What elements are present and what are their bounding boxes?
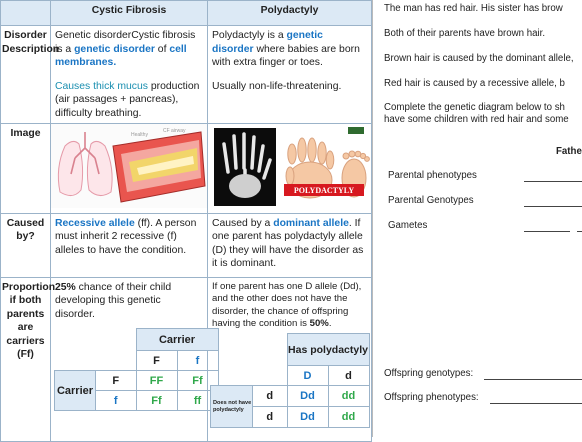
poly-punnett-top-header: Has polydactyly	[287, 334, 369, 366]
polydactyly-illustration	[208, 124, 371, 208]
cf-desc-text3: production (air passages + pancreas), difficulty breathing.	[55, 80, 200, 119]
poly-desc-highlight: genetic disorder	[212, 30, 323, 55]
row-label-image: Image	[1, 124, 51, 214]
poly-caused-highlight: dominant allele	[273, 217, 349, 229]
svg-text:CF airway: CF airway	[163, 128, 186, 134]
cf-punnett-cell: ff	[177, 391, 218, 411]
row-image	[1, 124, 372, 214]
row-label-caused-by: Caused by?	[1, 213, 51, 277]
offspring-phenotypes-answer-line[interactable]	[490, 403, 582, 404]
cf-desc-para1	[55, 29, 203, 70]
parental-phenotypes-label: Parental phenotypes	[388, 170, 477, 181]
poly-punnett-cell: dd	[328, 407, 369, 428]
row-label-description: Disorder Description	[1, 26, 51, 124]
cf-image-cell	[51, 124, 208, 214]
poly-punnett-col-D: D	[287, 366, 328, 386]
cf-caused-text: (ff). A person must inherit 2 recessive (f) alleles to have the condition.	[55, 217, 197, 256]
offspring-genotypes-label: Offspring genotypes:	[384, 368, 474, 379]
poly-desc-para1	[212, 29, 367, 70]
cf-punnett-top-header: Carrier	[136, 329, 218, 351]
worksheet-line-2: Both of their parents have brown hair.	[384, 28, 546, 39]
poly-punnett-row-d: d	[253, 386, 288, 407]
cf-punnett-side-header: Carrier	[55, 371, 96, 411]
cf-description	[51, 26, 208, 124]
cf-desc-highlight2: cell membranes.	[55, 43, 187, 68]
cf-caused-highlight: Recessive allele	[55, 217, 135, 229]
poly-desc-text2: where babies are born with extra finger or toes.	[212, 43, 360, 68]
poly-caused-text: Caused by a	[212, 217, 274, 229]
worksheet-line-5a: Complete the genetic diagram below to sh	[384, 102, 565, 113]
poly-punnett-side-header: Does not have polydactyly	[211, 386, 253, 428]
row-label-proportion: Proportion if both parents are carriers (Ff)	[1, 277, 51, 441]
father-label: Fathe	[556, 146, 582, 157]
poly-punnett-cell	[287, 407, 328, 428]
poly-desc-text: Polydactyly is a	[212, 30, 287, 41]
cf-desc-highlight3: Causes thick mucus	[55, 80, 148, 92]
row-description	[1, 26, 372, 124]
row-caused-by	[1, 213, 372, 277]
poly-punnett-col-d: d	[328, 366, 369, 386]
cf-punnett-row-f: f	[96, 391, 137, 411]
poly-caused-by	[208, 213, 372, 277]
cf-punnett-col-F: F	[136, 351, 177, 371]
offspring-genotypes-answer-line[interactable]	[484, 379, 582, 380]
cf-proportion-text: chance of their child developing this genetic disorder.	[55, 281, 172, 320]
cf-desc-text: Genetic disorderCystic fibrosis is a	[55, 30, 196, 55]
poly-desc-para2: Usually non-life-threatening.	[212, 80, 342, 92]
parental-genotypes-answer-line[interactable]	[524, 206, 582, 207]
cf-proportion-percent: 25%	[55, 281, 76, 293]
poly-proportion-percent: 50%	[309, 318, 329, 329]
poly-punnett-row-d: d	[253, 407, 288, 428]
header-cystic-fibrosis: Cystic Fibrosis	[51, 1, 208, 26]
worksheet-line-5b: have some children with red hair and some	[384, 114, 569, 125]
cf-punnett-cell: Ff	[136, 391, 177, 411]
lungs-illustration	[51, 124, 207, 208]
cf-desc-para2	[55, 80, 203, 121]
poly-punnett-square	[210, 333, 370, 428]
cf-punnett-row-F: F	[96, 371, 137, 391]
page-divider	[372, 0, 373, 437]
gamete-answer-line-2[interactable]	[577, 231, 582, 232]
parental-phenotypes-answer-line[interactable]	[524, 181, 582, 182]
poly-caused-text2: . If one parent has polydactyly allele (D) they will have the disorder as it is dominant.	[212, 217, 364, 269]
cf-punnett-cell: Ff	[177, 371, 218, 391]
polydactyly-caption: POLYDACTYLY	[293, 186, 355, 195]
cf-desc-highlight1: genetic disorder	[74, 43, 155, 55]
logo-badge	[348, 127, 364, 134]
worksheet-line-4: Red hair is caused by a recessive allele, b	[384, 78, 565, 89]
poly-proportion-end: .	[328, 318, 332, 329]
poly-punnett-cell: dd	[328, 386, 369, 407]
worksheet-line-1: The man has red hair. His sister has brow	[384, 3, 563, 14]
gametes-label: Gametes	[388, 220, 428, 231]
poly-punnett-cell-text: Dd	[300, 411, 315, 423]
cf-desc-text2: of	[154, 43, 170, 55]
svg-text:Healthy: Healthy	[131, 132, 148, 138]
parental-genotypes-label: Parental Genotypes	[388, 195, 474, 206]
header-empty	[1, 1, 51, 26]
header-polydactyly: Polydactyly	[208, 1, 372, 26]
poly-punnett-cell-text: Dd	[300, 390, 315, 402]
cf-punnett-cell: FF	[136, 371, 177, 391]
offspring-phenotypes-label: Offspring phenotypes:	[384, 392, 479, 403]
poly-proportion-text: If one parent has one D allele (Dd), and the other does not have the disorder, the chance of offspring having the condition is	[212, 280, 362, 329]
cf-caused-by	[51, 213, 208, 277]
poly-description	[208, 26, 372, 124]
table-header-row	[1, 1, 372, 26]
gamete-answer-line-1[interactable]	[524, 231, 570, 232]
poly-punnett-cell	[287, 386, 328, 407]
worksheet-line-3: Brown hair is caused by the dominant allele,	[384, 53, 574, 64]
poly-image-cell	[208, 124, 372, 214]
cf-punnett-col-f: f	[177, 351, 218, 371]
cf-punnett-square	[54, 328, 219, 411]
